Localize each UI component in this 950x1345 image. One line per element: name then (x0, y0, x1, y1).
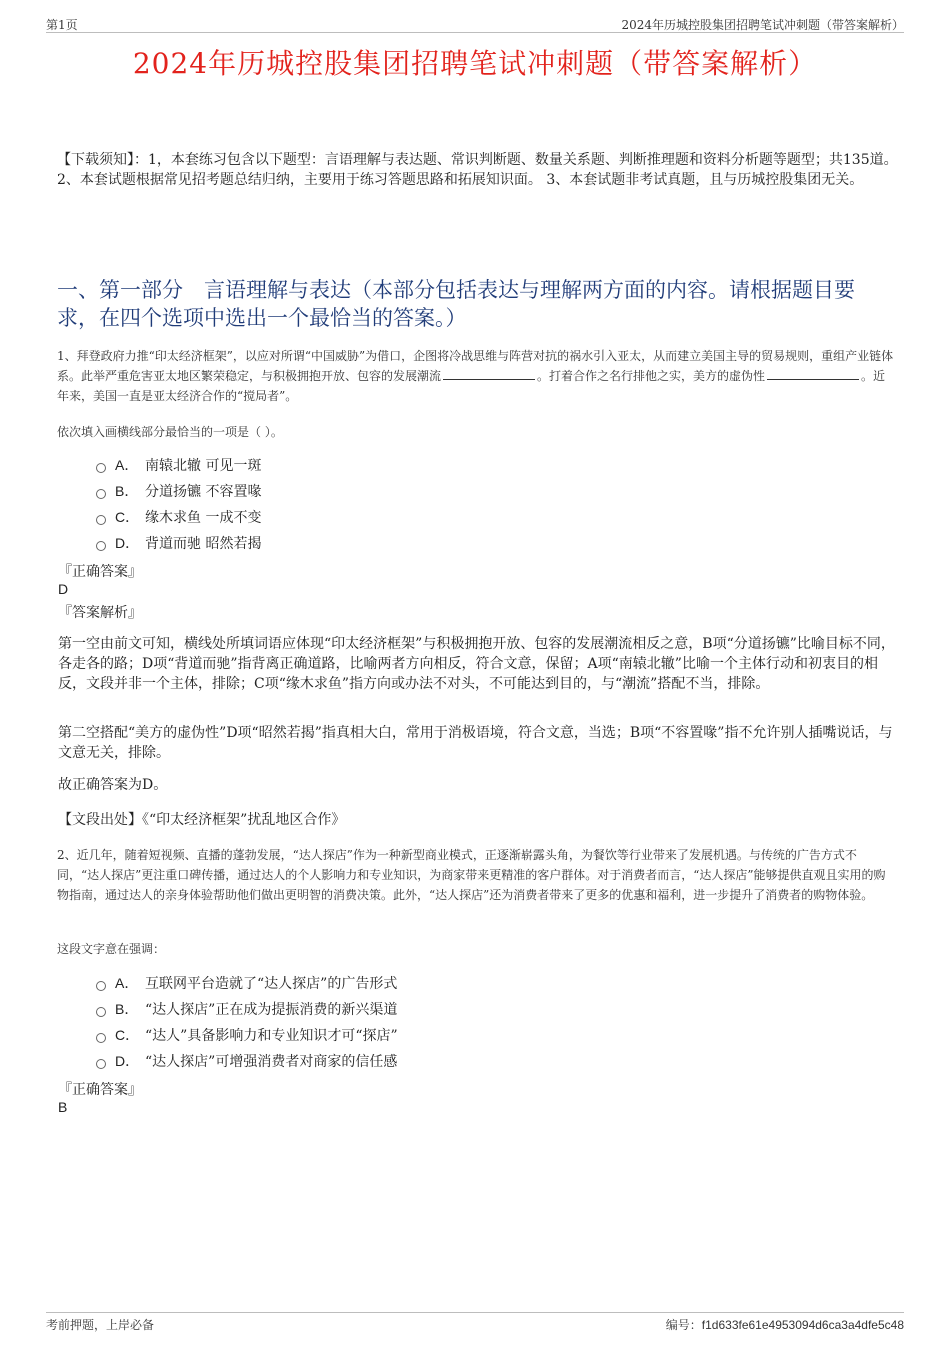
option-a[interactable]: A． 互联网平台造就了“达人探店”的广告形式 (96, 970, 398, 996)
question-1-options (96, 452, 261, 556)
option-d[interactable]: D． 背道而驰 昭然若揭 (96, 530, 261, 556)
text-source: 【文段出处】《“印太经济框架”扰乱地区合作》 (58, 812, 346, 828)
option-b[interactable]: B． “达人探店”正在成为提振消费的新兴渠道 (96, 996, 398, 1022)
blank-2 (767, 367, 859, 380)
analysis-label: 『答案解析』 (58, 605, 142, 621)
header-doc-title: 2024年历城控股集团招聘笔试冲刺题（带答案解析） (621, 18, 904, 32)
correct-answer: B (58, 1099, 68, 1115)
radio-icon[interactable] (96, 515, 106, 525)
option-d[interactable]: D． “达人探店”可增强消费者对商家的信任感 (96, 1048, 398, 1074)
question-2-text: 2、近几年，随着短视频、直播的蓬勃发展，“达人探店”作为一种新型商业模式，正逐渐崭露头角，为餐饮等行业带来了发展机遇。与传统的广告方式不同，“达人探店”更注重口碑传播，通过达人的个人影响力和专业知识，为商家带来更精准的客户群体。对于消费者而言，“达人探店”能够提供直观且实用的购物指南，通过达人的亲身体验帮助他们做出更明智的消费决策。此外，“达人探店”还为消费者带来了更多的优惠和福利，进一步提升了消费者的购物体验。 (57, 848, 886, 902)
page-footer (46, 1312, 904, 1333)
option-a[interactable]: A． 南辕北辙 可见一斑 (96, 452, 261, 478)
page-number: 第1页 (46, 18, 78, 32)
correct-answer: D (58, 581, 69, 597)
question-2-options (96, 970, 398, 1074)
correct-answer-label: 『正确答案』 (58, 564, 142, 580)
analysis-conclusion: 故正确答案为D。 (58, 777, 168, 793)
document-code: 编号：f1d633fe61e4953094d6ca3a4dfe5c48 (665, 1318, 904, 1332)
correct-answer-label: 『正确答案』 (58, 1082, 142, 1098)
option-c[interactable]: C． 缘木求鱼 一成不变 (96, 504, 261, 530)
radio-icon[interactable] (96, 541, 106, 551)
radio-icon[interactable] (96, 1059, 106, 1069)
question-1-text: 1、拜登政府力推“印太经济框架”，以应对所谓“中国威胁”为借口，企图将冷战思维与阵营对抗的祸水引入亚太，从而建立美国主导的贸易规则，重组产业链体系。此举严重危害亚太地区繁荣稳定，与积极拥抱开放、包容的发展潮流 。打着合作之名行排他之实，美方的虚伪性 。近年来，美国一直是亚太经济合作的“搅局者”。 (57, 349, 894, 403)
radio-icon[interactable] (96, 1007, 106, 1017)
question-1-prompt: 依次填入画横线部分最恰当的一项是（ ）。 (57, 425, 283, 439)
radio-icon[interactable] (96, 489, 106, 499)
analysis-paragraph-1: 第一空由前文可知，横线处所填词语应体现“印太经济框架”与积极拥抱开放、包容的发展潮流相反之意，B项“分道扬镳”比喻目标不同，各走各的路；D项“背道而驰”指背离正确道路，比喻两者方向相反，符合文意，保留；A项“南辕北辙”比喻一个主体行动和初衷目的相反，文段并非一个主体，排除；C项“缘木求鱼”指方向或办法不对头，不可能达到目的，与“潮流”搭配不当，排除。 (58, 636, 895, 692)
download-notice: 【下载须知】：1，本套练习包含以下题型：言语理解与表达题、常识判断题、数量关系题、判断推理题和资料分析题等题型；共135道。 2、本套试题根据常见招考题总结归纳，主要用于练习答题思路和拓展知识面。 3、本套试题非考试真题，且与历城控股集团无关。 (57, 152, 898, 188)
radio-icon[interactable] (96, 463, 106, 473)
analysis-paragraph-2: 第二空搭配“美方的虚伪性”D项“昭然若揭”指真相大白，常用于消极语境，符合文意，当选；B项“不容置喙”指不允许别人插嘴说话，与文意无关，排除。 (58, 725, 893, 761)
blank-1 (443, 367, 535, 380)
page-header (46, 14, 904, 33)
radio-icon[interactable] (96, 1033, 106, 1043)
question-2-prompt: 这段文字意在强调： (57, 942, 166, 956)
section-title: 一、第一部分 言语理解与表达（本部分包括表达与理解两方面的内容。请根据题目要求，在四个选项中选出一个最恰当的答案。） (57, 278, 855, 330)
document-title: 2024年历城控股集团招聘笔试冲刺题（带答案解析） (132, 47, 818, 80)
option-b[interactable]: B． 分道扬镳 不容置喙 (96, 478, 261, 504)
footer-slogan: 考前押题，上岸必备 (46, 1318, 155, 1332)
radio-icon[interactable] (96, 981, 106, 991)
option-c[interactable]: C． “达人”具备影响力和专业知识才可“探店” (96, 1022, 398, 1048)
